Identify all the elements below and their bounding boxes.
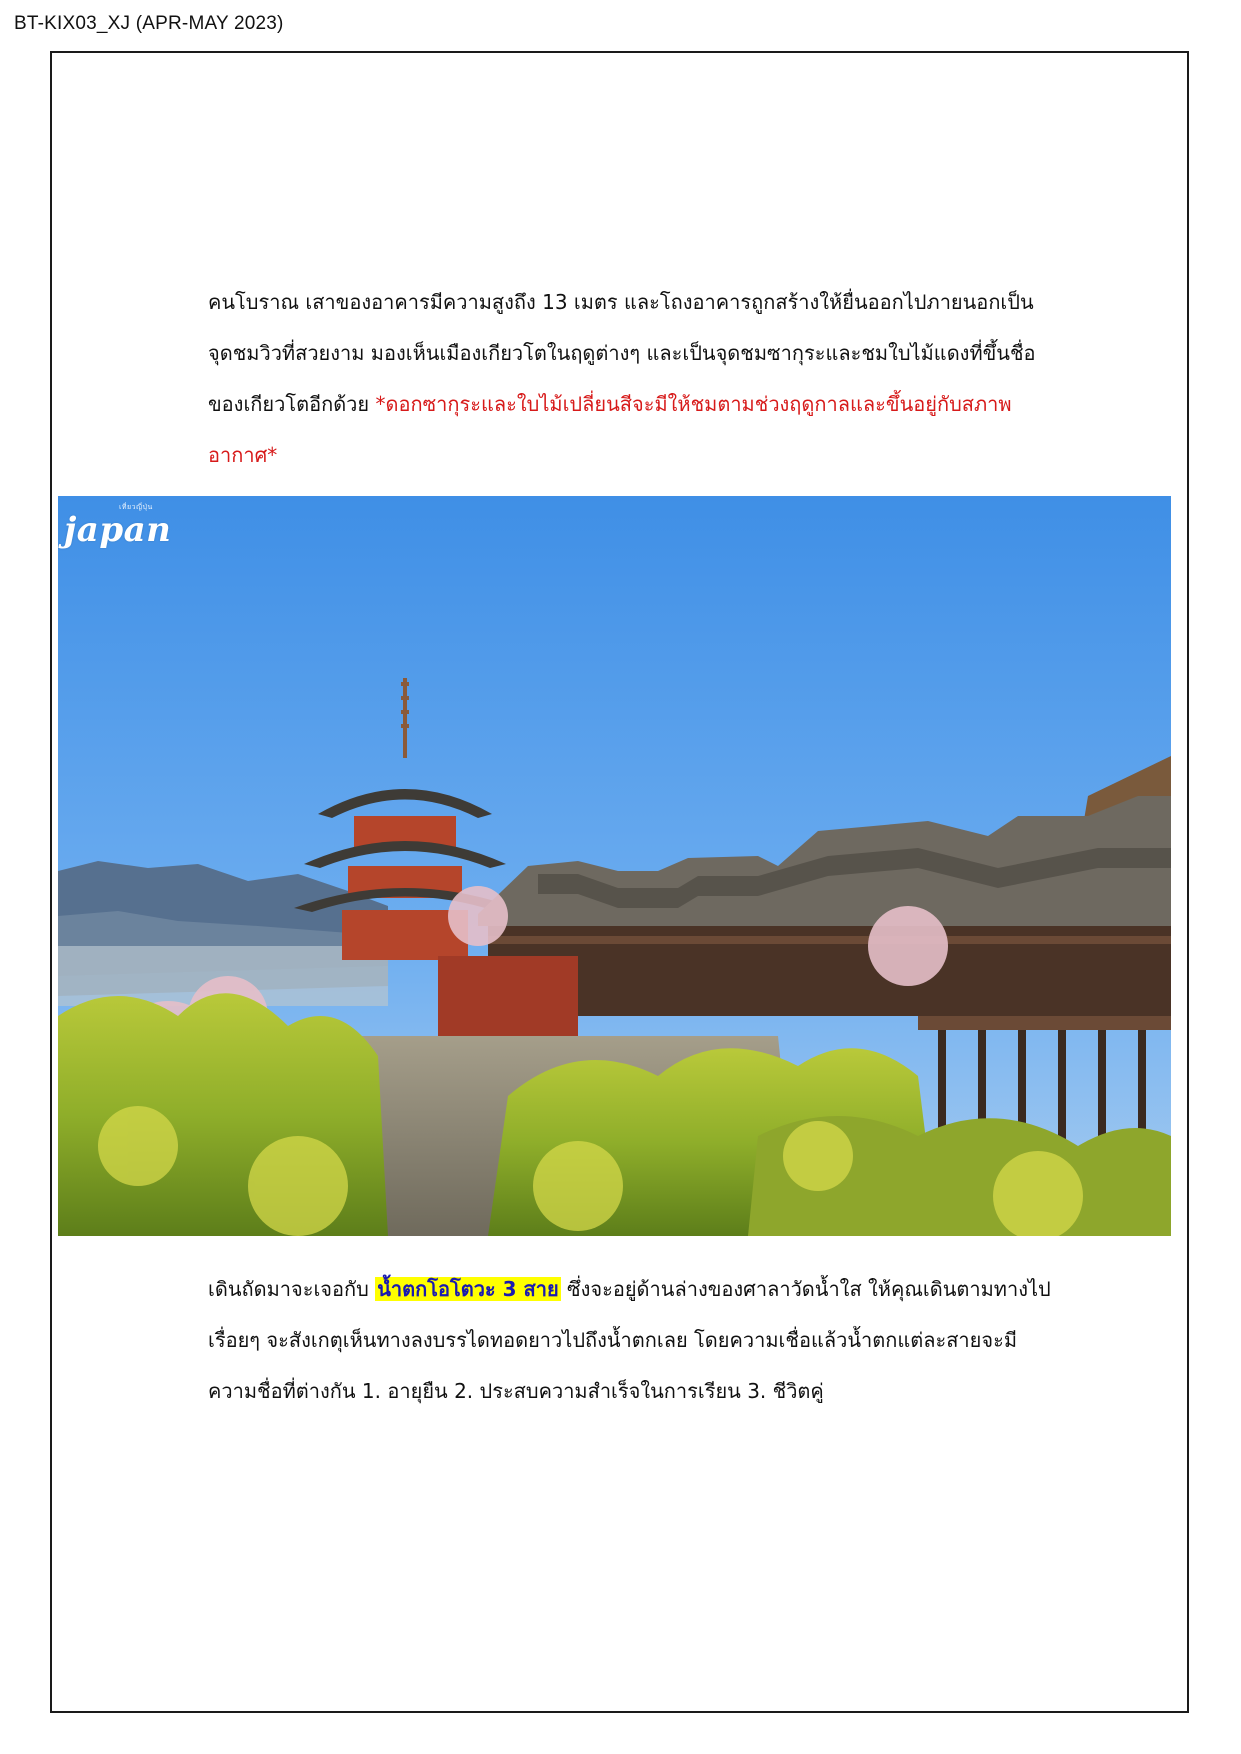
seasonal-note-red: อากาศ* (208, 443, 278, 467)
kiyomizu-temple-photo (58, 496, 1171, 1236)
paragraph-line: เรื่อยๆ จะสังเกตุเห็นทางลงบรรไดทอดยาวไปถึงน้ำตกเลย โดยความเชื่อแล้วน้ำตกแต่ละสายจะมี (208, 1328, 1018, 1352)
seasonal-note-red: *ดอกซากุระและใบไม้เปลี่ยนสีจะมีให้ชมตามช่วงฤดูกาลและขึ้นอยู่กับสภาพ (375, 392, 1012, 416)
tour-code-header: BT-KIX03_XJ (APR-MAY 2023) (14, 13, 284, 34)
paragraph-text: เดินถัดมาจะเจอกับ (208, 1277, 376, 1301)
paragraph-text: ซึ่งจะอยู่ด้านล่างของศาลาวัดน้ำใส ให้คุณเดินตามทางไป (560, 1277, 1051, 1301)
otowa-waterfall-paragraph (208, 1264, 1180, 1417)
intro-paragraph (208, 277, 1180, 481)
otowa-waterfall-highlight: น้ำตกโอโตวะ 3 สาย (377, 1277, 559, 1301)
paragraph-line (208, 1264, 1180, 1315)
japan-watermark-logo (64, 502, 171, 550)
paragraph-line: คนโบราณ เสาของอาคารมีความสูงถึง 13 เมตร และโถงอาคารถูกสร้างให้ยื่นออกไปภายนอกเป็น (208, 290, 1034, 314)
paragraph-text: ของเกียวโตอีกด้วย (208, 392, 376, 416)
paragraph-line (208, 379, 1180, 430)
paragraph-line: ความชื่อที่ต่างกัน 1. อายุยืน 2. ประสบความสำเร็จในการเรียน 3. ชีวิตคู่ (208, 1379, 824, 1403)
watermark-brand-text: japan (64, 510, 172, 550)
temple-photo-illustration (58, 496, 1171, 1236)
watermark-small-text: เที่ยวญี่ปุ่น (119, 503, 153, 511)
paragraph-line: จุดชมวิวที่สวยงาม มองเห็นเมืองเกียวโตในฤดูต่างๆ และเป็นจุดชมซากุระและชมใบไม้แดงที่ขึ้นชื่อ (208, 341, 1036, 365)
